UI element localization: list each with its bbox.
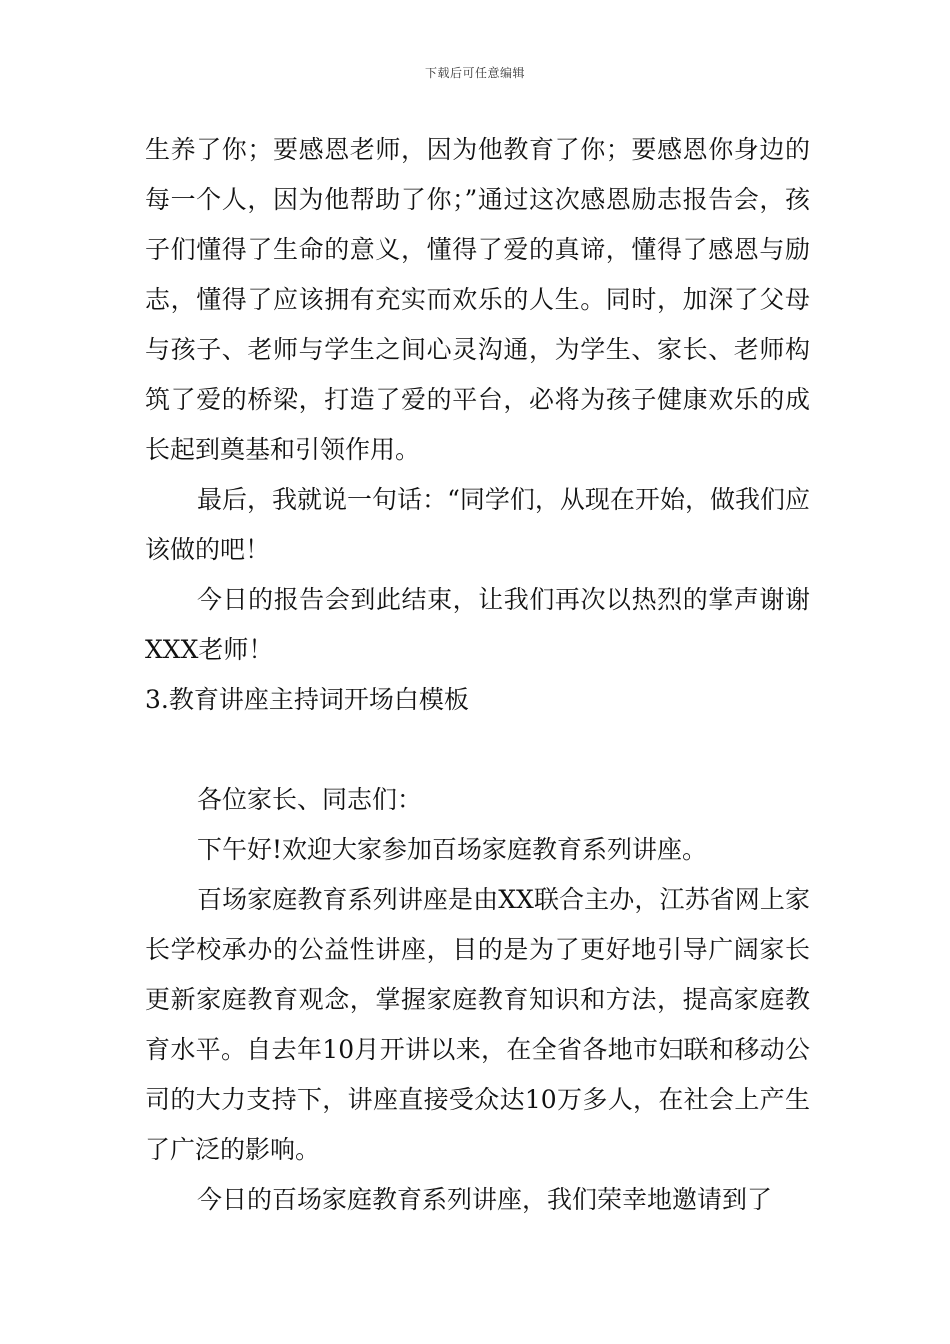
paragraph-salutation: 各位家长、同志们： xyxy=(197,785,423,814)
paragraph-closing-remark: 最后，我就说一句话：“同学们，从现在开始，做我们应该做的吧！ xyxy=(145,485,810,564)
page-header: 下载后可任意编辑 xyxy=(424,66,525,80)
paragraph-lecture-intro: 百场家庭教育系列讲座是由XX联合主办，江苏省网上家长学校承办的公益性讲座，目的是为了更好地引导广阔家长更新家庭教育观念，掌握家庭教育知识和方法，提高家庭教育水平。自去年10月开讲以来，在全省各地市妇联和移动公司的大力支持下，讲座直接受众达10万多人，在社会上产生了广泛的影响。 xyxy=(145,885,810,1164)
paragraph-gratitude-summary: 生养了你；要感恩老师，因为他教育了你；要感恩你身边的每一个人，因为他帮助了你；”通过这次感恩励志报告会，孩子们懂得了生命的意义，懂得了爱的真谛，懂得了感恩与励志，懂得了应该拥有充实而欢乐的人生。同时，加深了父母与孩子、老师与学生之间心灵沟通，为学生、家长、老师构筑了爱的桥梁，打造了爱的平台，必将为孩子健康欢乐的成长起到奠基和引领作用。 xyxy=(145,135,810,464)
paragraph-greeting: 下午好!欢迎大家参加百场家庭教育系列讲座。 xyxy=(197,835,708,864)
blank-line xyxy=(145,725,810,775)
paragraph-guest-intro: 今日的百场家庭教育系列讲座，我们荣幸地邀请到了 xyxy=(197,1185,773,1214)
section-heading: 3.教育讲座主持词开场白模板 xyxy=(145,685,469,714)
paragraph-report-end: 今日的报告会到此结束，让我们再次以热烈的掌声谢谢XXX老师！ xyxy=(145,585,810,664)
document-body xyxy=(145,125,810,1225)
